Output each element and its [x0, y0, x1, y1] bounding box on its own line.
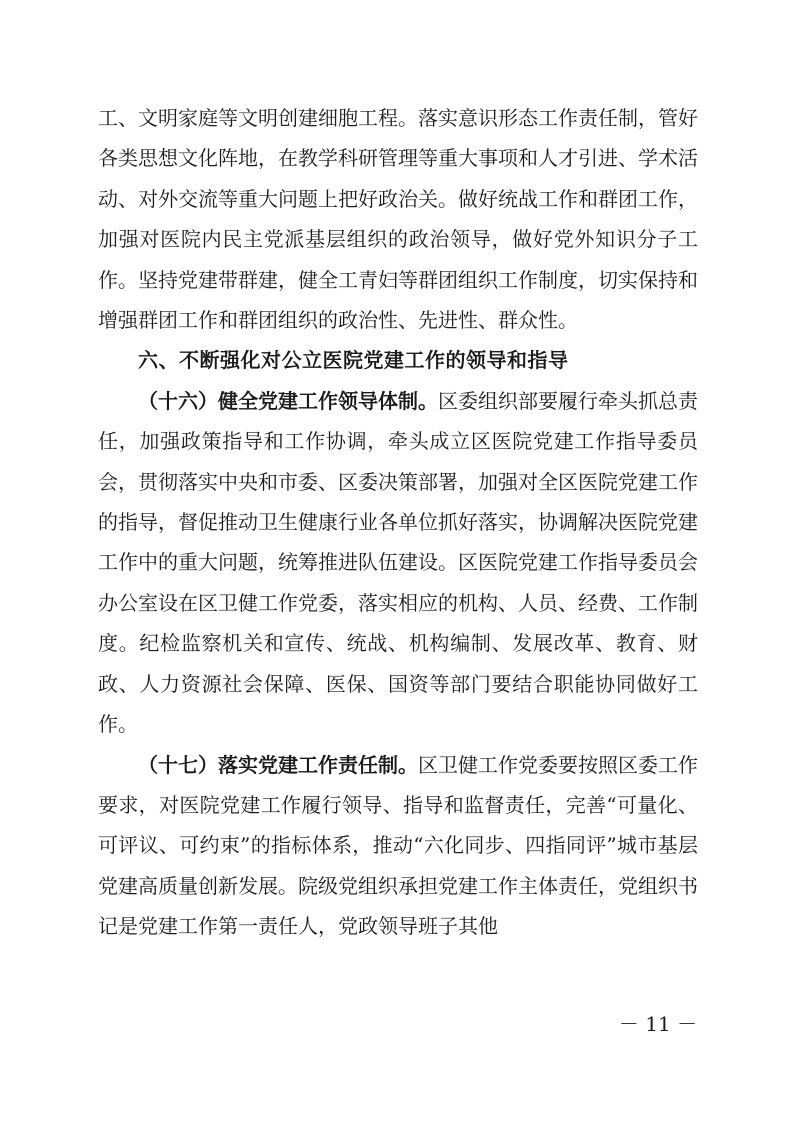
paragraph-1: 工、文明家庭等文明创建细胞工程。落实意识形态工作责任制，管好各类思想文化阵地，在教学科研管理等重大事项和人才引进、学术活动、对外交流等重大问题上把好政治关。做好统战工作和群团工作，加强对医院内民主党派基层组织的政治领导，做好党外知识分子工作。坚持党建带群建，健全工青妇等群团组织工作制度，切实保持和增强群团工作和群团组织的政治性、先进性、群众性。	[98, 106, 698, 333]
paragraph-2-body: 区委组织部要履行牵头抓总责任，加强政策指导和工作协调，牵头成立区医院党建工作指导委员会，贯彻落实中央和市委、区委决策部署，加强对全区医院党建工作的指导，督促推动卫生健康行业各单位抓好落实，协调解决医院党建工作中的重大问题，统筹推进队伍建设。区医院党建工作指导委员会办公室设在区卫健工作党委，落实相应的机构、人员、经费、工作制度。纪检监察机关和宣传、统战、机构编制、发展改革、教育、财政、人力资源社会保障、医保、国资等部门要结合职能协同做好工作。	[98, 388, 698, 737]
body-text	[98, 98, 698, 947]
paragraph-3-body: 区卫健工作党委要按照区委工作要求，对医院党建工作履行领导、指导和监督责任，完善“可量化、可评议、可约束”的指标体系，推动“六化同步、四指同评”城市基层党建高质量创新发展。院级党组织承担党建工作主体责任，党组织书记是党建工作第一责任人，党政领导班子其他	[98, 752, 698, 939]
page-number: － 11 －	[618, 1012, 698, 1036]
section-heading: 六、不断强化对公立医院党建工作的领导和指导	[138, 348, 569, 373]
paragraph-2-lead: （十六）健全党建工作领导体制。	[138, 388, 438, 413]
paragraph-3	[98, 745, 698, 947]
paragraph-3-lead: （十七）落实党建工作责任制。	[138, 752, 418, 777]
paragraph-2	[98, 381, 698, 745]
